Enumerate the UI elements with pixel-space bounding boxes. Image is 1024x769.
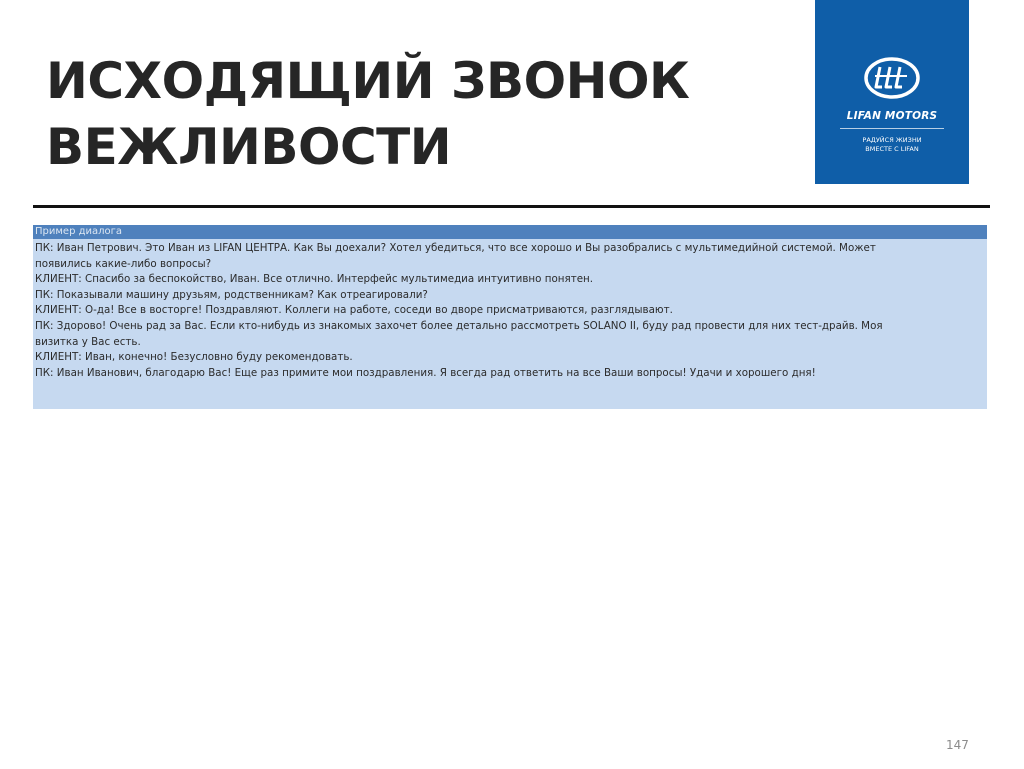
dialog-table: [33, 225, 987, 409]
page-title: [46, 48, 786, 180]
dialog-line: ПК: Показывали машину друзьям, родственникам? Как отреагировали?: [35, 288, 428, 301]
title-line-2: ВЕЖЛИВОСТИ: [46, 118, 452, 176]
dialog-line: появились какие-либо вопросы?: [35, 257, 212, 270]
page-number: 147: [946, 738, 969, 752]
dialog-line: визитка у Вас есть.: [35, 335, 141, 348]
lifan-logo: [815, 0, 969, 184]
dialog-table-header: Пример диалога: [33, 225, 987, 239]
lifan-emblem-icon: [863, 55, 921, 101]
logo-tagline-line-1: РАДУЙСЯ ЖИЗНИ: [862, 136, 922, 144]
logo-tagline-line-2: ВМЕСТЕ С LIFAN: [865, 145, 919, 153]
dialog-line: ПК: Иван Петрович. Это Иван из LIFAN ЦЕНТРА. Как Вы доехали? Хотел убедиться, что все хорошо и Вы разобрались с мультимедийной системой. Может: [35, 242, 876, 254]
logo-divider: [840, 128, 944, 129]
dialog-line: ПК: Здорово! Очень рад за Вас. Если кто-нибудь из знакомых захочет более детально рассмотреть SOLANO II, буду рад провести для них тест-драйв. Моя: [35, 319, 883, 332]
logo-brand-name: LIFAN MOTORS: [846, 110, 938, 122]
dialog-line: ПК: Иван Иванович, благодарю Вас! Еще раз примите мои поздравления. Я всегда рад ответить на все Ваши вопросы! Удачи и хорошего дня!: [35, 366, 816, 379]
dialog-line: КЛИЕНТ: Иван, конечно! Безусловно буду рекомендовать.: [35, 351, 353, 364]
dialog-table-body: [33, 239, 987, 381]
title-divider: [33, 205, 990, 208]
dialog-line: КЛИЕНТ: Спасибо за беспокойство, Иван. Все отлично. Интерфейс мультимедиа интуитивно понятен.: [35, 273, 594, 286]
title-line-1: ИСХОДЯЩИЙ ЗВОНОК: [46, 52, 690, 110]
logo-tagline: [815, 136, 969, 154]
dialog-line: КЛИЕНТ: О-да! Все в восторге! Поздравляют. Коллеги на работе, соседи во дворе присматриваются, разглядывают.: [35, 304, 673, 317]
